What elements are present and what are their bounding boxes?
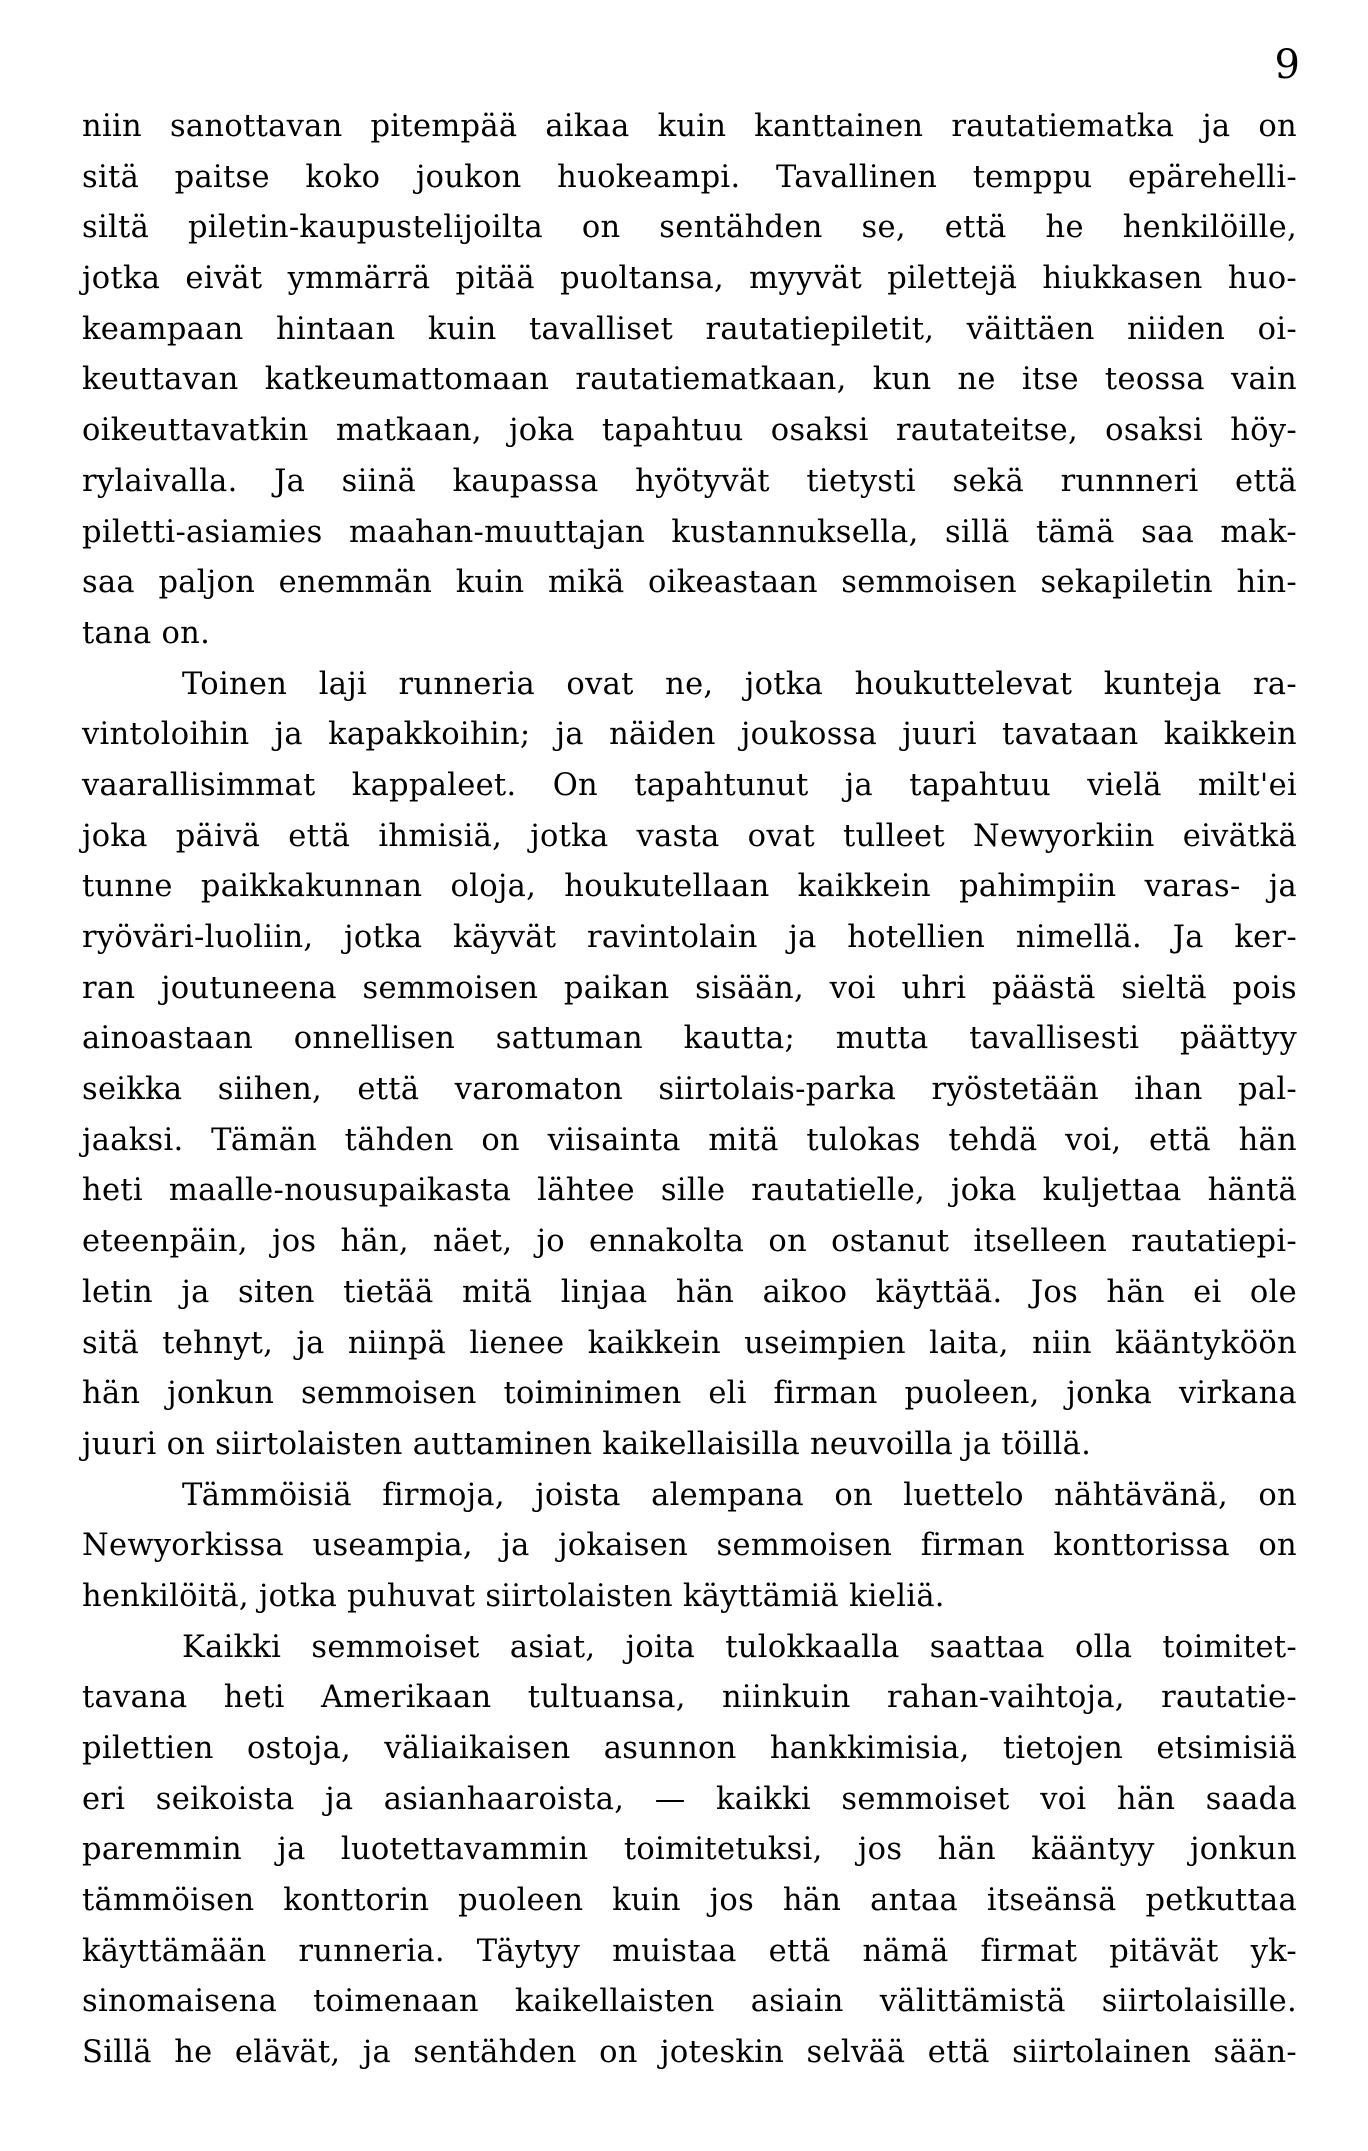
- text-line: Toinen laji runneria ovat ne, jotka houkuttelevat kunteja ra-: [182, 666, 1297, 702]
- text-line: hän jonkun semmoisen toiminimen eli firman puoleen, jonka virkana: [82, 1376, 1297, 1412]
- text-line: Newyorkissa useampia, ja jokaisen semmoisen firman konttorissa on: [82, 1528, 1297, 1564]
- text-line: tavana heti Amerikaan tultuansa, niinkuin rahan-vaihtoja, rautatie-: [82, 1680, 1297, 1716]
- text-line: sitä paitse koko joukon huokeampi. Tavallinen temppu epärehelli-: [82, 159, 1297, 195]
- text-line: keampaan hintaan kuin tavalliset rautatiepiletit, väittäen niiden oi-: [82, 311, 1297, 347]
- text-line: vaarallisimmat kappaleet. On tapahtunut ja tapahtuu vielä milt'ei: [82, 767, 1297, 803]
- text-line: sitä tehnyt, ja niinpä lienee kaikkein useimpien laita, niin kääntyköön: [82, 1325, 1297, 1361]
- text-line: eteenpäin, jos hän, näet, jo ennakolta on ostanut itselleen rautatiepi-: [82, 1224, 1297, 1260]
- text-line: jotka eivät ymmärrä pitää puoltansa, myyvät pilettejä hiukkasen huo-: [82, 261, 1297, 297]
- text-line: ainoastaan onnellisen sattuman kautta; mutta tavallisesti päättyy: [82, 1021, 1297, 1057]
- text-line: sinomaisena toimenaan kaikellaisten asiain välittämistä siirtolaisille.: [82, 1984, 1297, 2020]
- text-line: pilettien ostoja, väliaikaisen asunnon hankkimisia, tietojen etsimisiä: [82, 1731, 1297, 1766]
- text-line: tana on.: [82, 615, 211, 651]
- text-line: eri seikoista ja asianhaaroista, — kaikki semmoiset voi hän saada: [82, 1781, 1297, 1817]
- text-line: ran joutuneena semmoisen paikan sisään, voi uhri päästä sieltä pois: [82, 970, 1297, 1006]
- text-line: Kaikki semmoiset asiat, joita tulokkaalla saattaa olla toimitet-: [182, 1629, 1297, 1665]
- text-line: rylaivalla. Ja siinä kaupassa hyötyvät tietysti sekä runnneri että: [82, 463, 1297, 499]
- text-line: piletti-asiamies maahan-muuttajan kustannuksella, sillä tämä saa mak-: [82, 514, 1297, 550]
- text-line: letin ja siten tietää mitä linjaa hän aikoo käyttää. Jos hän ei ole: [82, 1274, 1297, 1310]
- text-line: keuttavan katkeumattomaan rautatiematkaan, kun ne itse teossa vain: [82, 362, 1297, 398]
- text-line: saa paljon enemmän kuin mikä oikeastaan semmoisen sekapiletin hin-: [82, 565, 1297, 601]
- text-line: henkilöitä, jotka puhuvat siirtolaisten käyttämiä kieliä.: [82, 1578, 945, 1614]
- text-line: vintoloihin ja kapakkoihin; ja näiden joukossa juuri tavataan kaikkein: [82, 717, 1297, 753]
- text-line: heti maalle-nousupaikasta lähtee sille rautatielle, joka kuljettaa häntä: [82, 1173, 1297, 1209]
- text-line: jaaksi. Tämän tähden on viisainta mitä tulokas tehdä voi, että hän: [82, 1122, 1297, 1158]
- text-line: käyttämään runneria. Täytyy muistaa että nämä firmat pitävät yk-: [82, 1933, 1297, 1969]
- body-text: [82, 102, 1297, 2079]
- text-line: Tämmöisiä firmoja, joista alempana on luettelo nähtävänä, on: [182, 1477, 1297, 1513]
- page-number: 9: [1274, 42, 1300, 88]
- text-line: tämmöisen konttorin puoleen kuin jos hän antaa itseänsä petkuttaa: [82, 1883, 1297, 1919]
- text-line: siltä piletin-kaupustelijoilta on sentähden se, että he henkilöille,: [82, 210, 1297, 246]
- text-line: oikeuttavatkin matkaan, joka tapahtuu osaksi rautateitse, osaksi höy-: [82, 413, 1297, 449]
- text-line: paremmin ja luotettavammin toimitetuksi, jos hän kääntyy jonkun: [82, 1832, 1297, 1868]
- text-line: ryöväri-luoliin, jotka käyvät ravintolain ja hotellien nimellä. Ja ker-: [82, 920, 1297, 955]
- text-line: tunne paikkakunnan oloja, houkutellaan kaikkein pahimpiin varas- ja: [82, 869, 1297, 905]
- text-line: niin sanottavan pitempää aikaa kuin kanttainen rautatiematka ja on: [82, 109, 1297, 144]
- text-line: seikka siihen, että varomaton siirtolais-parka ryöstetään ihan pal-: [82, 1072, 1297, 1108]
- text-line: Sillä he elävät, ja sentähden on joteskin selvää että siirtolainen sään-: [82, 2035, 1297, 2071]
- text-line: joka päivä että ihmisiä, jotka vasta ovat tulleet Newyorkiin eivätkä: [82, 818, 1297, 854]
- text-line: juuri on siirtolaisten auttaminen kaikellaisilla neuvoilla ja töillä.: [82, 1426, 1092, 1462]
